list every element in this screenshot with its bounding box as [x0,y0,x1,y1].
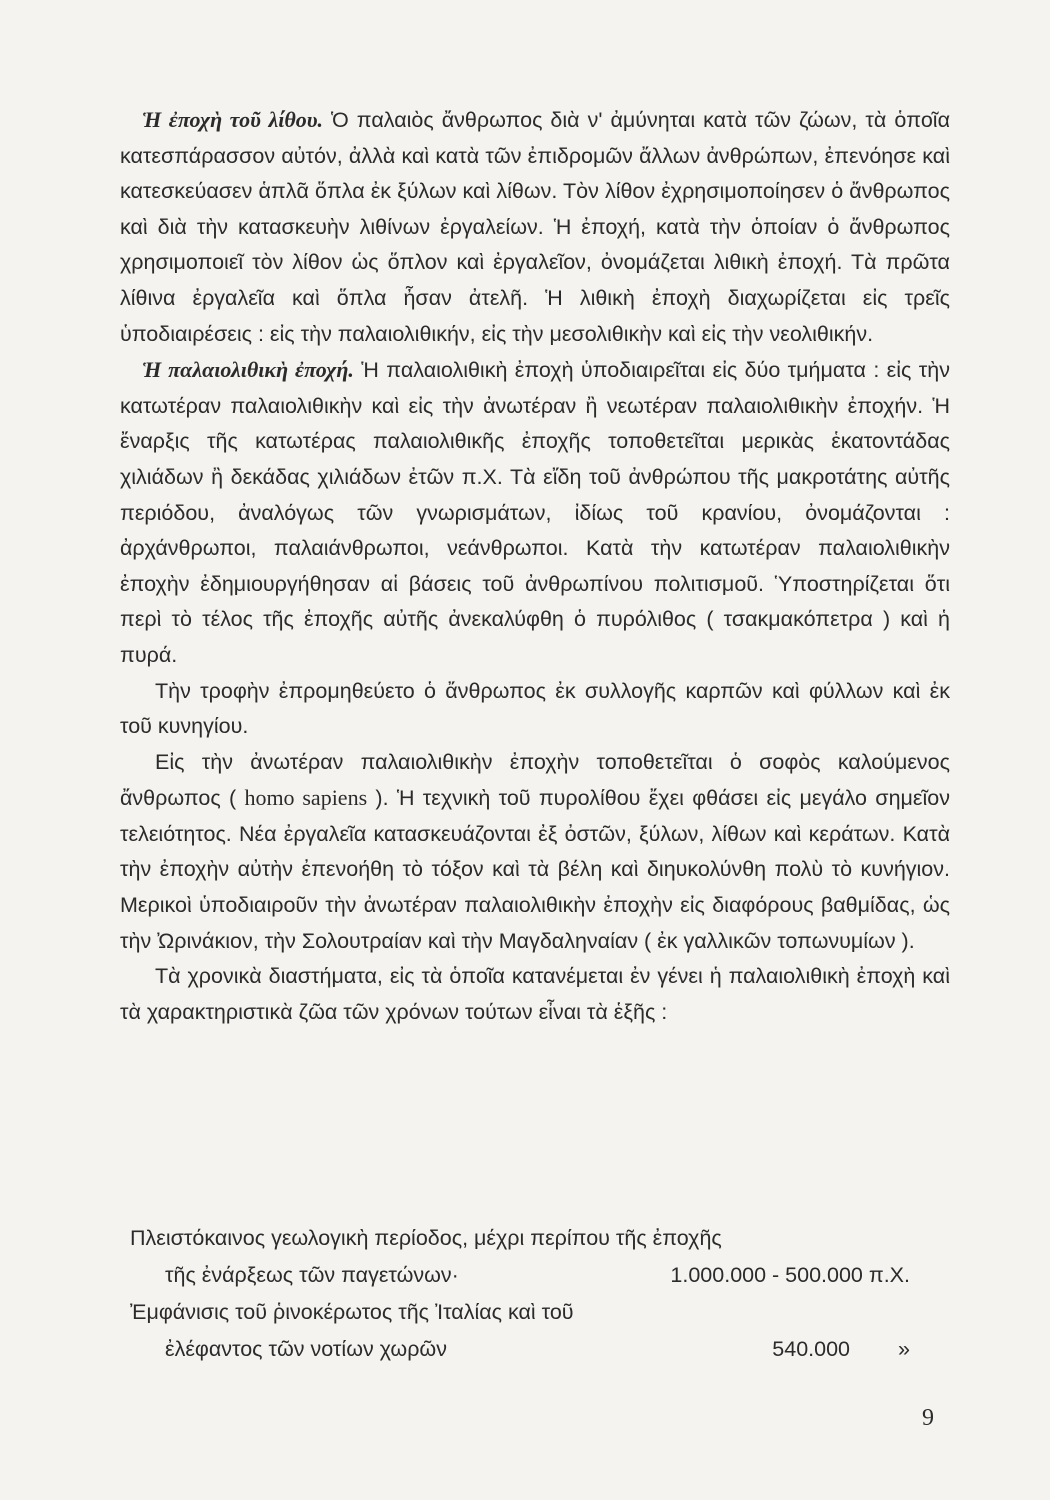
chronology-row [130,1220,950,1257]
paragraph-food: Τὴν τροφὴν ἐπρομηθεύετο ὁ ἄνθρωπος ἐκ συλλογῆς καρπῶν καὶ φύλλων καὶ ἐκ τοῦ κυνηγίου. [120,678,950,739]
paragraph-upper-palaeolithic [120,745,950,960]
chronology-row [130,1257,950,1294]
chronology-label: τῆς ἐνάρξεως τῶν παγετώνων· [165,1263,459,1287]
section-heading: Ἡ ἐποχὴ τοῦ λίθου. [142,107,324,132]
paragraph-text: Ὁ παλαιὸς ἄνθρωπος διὰ ν' ἀμύνηται κατὰ τῶν ζώων, τὰ ὁποῖα κατεσπάρασσον αὐτόν, ἀλλὰ καὶ κατὰ τῶν ἐπιδρομῶν ἄλλων ἀνθρώπων, ἐπενόησε καὶ κατεσκεύασεν ἁπλᾶ ὅπλα ἐκ ξύλων καὶ λίθων. Τὸν λίθον ἐχρησιμοποίησεν ὁ ἄνθρωπος καὶ διὰ τὴν κατασκευὴν λιθίνων ἐργαλείων. Ἡ ἐποχή, κατὰ τὴν ὁποίαν ὁ ἄνθρωπος χρησιμοποιεῖ τὸν λίθον ὡς ὅπλον καὶ ἐργαλεῖον, ὀνομάζεται λιθικὴ ἐποχή. Τὰ πρῶτα λίθινα ἐργαλεῖα καὶ ὅπλα ἦσαν ἀτελῆ. Ἡ λιθικὴ ἐποχὴ διαχωρίζεται εἰς τρεῖς ὑποδιαιρέσεις : εἰς τὴν παλαιολιθικήν, εἰς τὴν μεσολιθικὴν καὶ εἰς τὴν νεολιθικήν. [120,108,950,346]
chronology-date: 540.000 [772,1337,850,1361]
chronology-label: ἐλέφαντος τῶν νοτίων χωρῶν [165,1337,447,1361]
page-number: 9 [922,1405,934,1431]
paragraph-text: Εἰς τὴν ἀνωτέραν παλαιολιθικὴν ἐποχὴν τοποθετεῖται ὁ σοφὸς καλούμενος ἄνθρωπος ( [120,749,950,811]
latin-term: homo sapiens [244,785,368,811]
body-text [120,102,950,1030]
chronology-list [130,1220,950,1368]
chronology-date: 1.000.000 - 500.000 π.Χ. [670,1263,910,1287]
ditto-mark: » [898,1337,910,1361]
chronology-label: Ἐμφάνισις τοῦ ῥινοκέρωτος τῆς Ἰταλίας καὶ τοῦ [130,1300,574,1324]
chronology-label: Πλειστόκαινος γεωλογικὴ περίοδος, μέχρι περίπου τῆς ἐποχῆς [130,1226,722,1250]
section-heading: Ἡ παλαιολιθικὴ ἐποχή. [142,357,354,383]
chronology-row [130,1331,950,1368]
chronology-row [130,1294,950,1331]
paragraph-palaeolithic [120,352,950,673]
paragraph-periods: Τὰ χρονικὰ διαστήματα, εἰς τὰ ὁποῖα κατανέμεται ἐν γένει ἡ παλαιολιθικὴ ἐποχὴ καὶ τὰ χαρακτηριστικὰ ζῶα τῶν χρόνων τούτων εἶναι τὰ ἑξῆς : [120,964,950,1024]
paragraph-text: ). Ἡ τεχνικὴ τοῦ πυρολίθου ἔχει φθάσει εἰς μεγάλο σημεῖον τελειότητος. Νέα ἐργαλεῖα κατασκευάζονται ἐξ ὀστῶν, ξύλων, λίθων καὶ κεράτων. Κατὰ τὴν ἐποχὴν αὐτὴν ἐπενοήθη τὸ τόξον καὶ τὰ βέλη καὶ διηυκολύνθη πολὺ τὸ κυνήγιον. Μερικοὶ ὑποδιαιροῦν τὴν ἀνωτέραν παλαιολιθικὴν ἐποχὴν εἰς διαφόρους βαθμίδας, ὡς τὴν Ὠρινάκιον, τὴν Σολουτραίαν καὶ τὴν Μαγδαληναίαν ( ἐκ γαλλικῶν τοπωνυμίων ). [120,786,950,953]
paragraph-stone-age [120,102,950,352]
paragraph-text: Ἡ παλαιολιθικὴ ἐποχὴ ὑποδιαιρεῖται εἰς δύο τμήματα : εἰς τὴν κατωτέραν παλαιολιθικὴν καὶ εἰς τὴν ἀνωτέραν ἢ νεωτέραν παλαιολιθικὴν ἐποχήν. Ἡ ἔναρξις τῆς κατωτέρας παλαιολιθικῆς ἐποχῆς τοποθετεῖται μερικὰς ἑκατοντάδας χιλιάδων ἢ δεκάδας χιλιάδων ἐτῶν π.Χ. Τὰ εἴδη τοῦ ἀνθρώπου τῆς μακροτάτης αὐτῆς περιόδου, ἀναλόγως τῶν γνωρισμάτων, ἰδίως τοῦ κρανίου, ὀνομάζονται : ἀρχάνθρωποι, παλαιάνθρωποι, νεάνθρωποι. Κατὰ τὴν κατωτέραν παλαιολιθικὴν ἐποχὴν ἐδημιουργήθησαν αἱ βάσεις τοῦ ἀνθρωπίνου πολιτισμοῦ. Ὑποστηρίζεται ὅτι περὶ τὸ τέλος τῆς ἐποχῆς αὐτῆς ἀνεκαλύφθη ὁ πυρόλιθος ( τσακμακόπετρα ) καὶ ἡ πυρά. [120,358,950,667]
